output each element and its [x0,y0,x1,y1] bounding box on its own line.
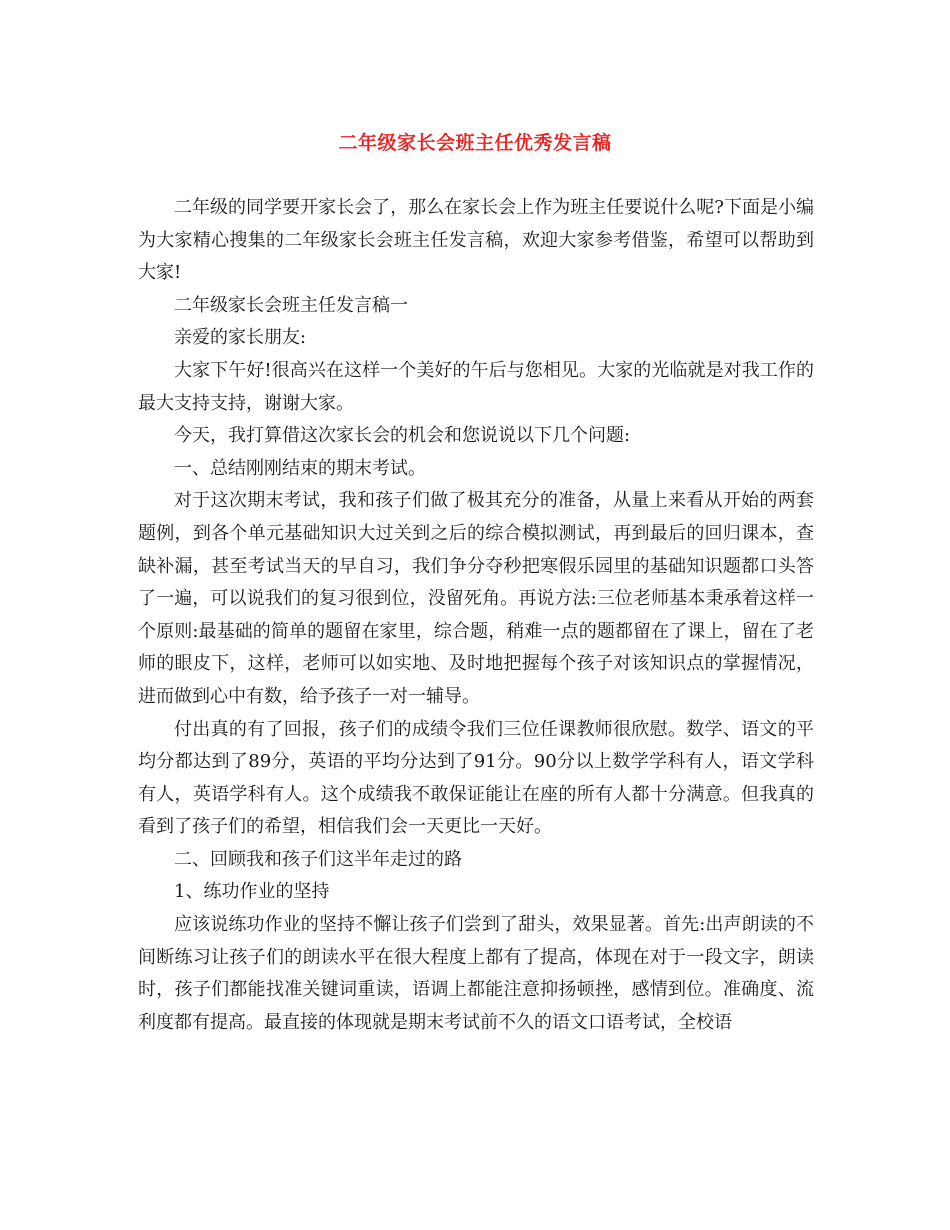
paragraph-section-two-heading: 二、回顾我和孩子们这半年走过的路 [174,848,462,870]
document-body [138,192,814,1039]
paragraph-exam-preparation: 对于这次期末考试，我和孩子们做了极其充分的准备，从量上来看从开始的两套题例，到各个单元基础知识大过关到之后的综合模拟测试，再到最后的回归课本，查缺补漏，甚至考试当天的早自习，我们争分夺秒把寒假乐园里的基础知识题都口头答了一遍，可以说我们的复习很到位，没留死角。再说方法:三位老师基本秉承着这样一个原则:最基础的简单的题留在家里，综合题，稍难一点的题都留在了课上，留在了老师的眼皮下，这样，老师可以如实地、及时地把握每个孩子对该知识点的掌握情况，进而做到心中有数，给予孩子一对一辅导。 [138,490,814,707]
paragraph-subsection-heading: 1、练功作业的坚持 [174,881,330,903]
paragraph-agenda: 今天，我打算借这次家长会的机会和您说说以下几个问题: [174,425,631,447]
paragraph-section-one-heading: 一、总结刚刚结束的期末考试。 [174,457,426,479]
paragraph-intro: 二年级的同学要开家长会了，那么在家长会上作为班主任要说什么呢?下面是小编为大家精心搜集的二年级家长会班主任发言稿，欢迎大家参考借鉴，希望可以帮助到大家! [138,197,814,284]
paragraph-exam-results: 付出真的有了回报，孩子们的成绩令我们三位任课教师很欣慰。数学、语文的平均分都达到了89分，英语的平均分达到了91分。90分以上数学学科有人，语文学科有人，英语学科有人。这个成绩我不敢保证能让在座的所有人都十分满意。但我真的看到了孩子们的希望，相信我们会一天更比一天好。 [138,718,814,838]
document-title: 二年级家长会班主任优秀发言稿 [338,132,612,154]
paragraph-salutation: 亲爱的家长朋友: [174,327,307,349]
paragraph-speech-heading: 二年级家长会班主任发言稿一 [174,294,408,316]
paragraph-greeting: 大家下午好!很高兴在这样一个美好的午后与您相见。大家的光临就是对我工作的最大支持支持，谢谢大家。 [138,359,814,414]
paragraph-practice-homework: 应该说练功作业的坚持不懈让孩子们尝到了甜头，效果显著。首先:出声朗读的不间断练习让孩子们的朗读水平在很大程度上都有了提高，体现在对于一段文字，朗读时，孩子们都能找准关键词重读，语调上都能注意抑扬顿挫，感情到位。准确度、流利度都有提高。最直接的体现就是期末考试前不久的语文口语考试，全校语 [138,914,814,1033]
